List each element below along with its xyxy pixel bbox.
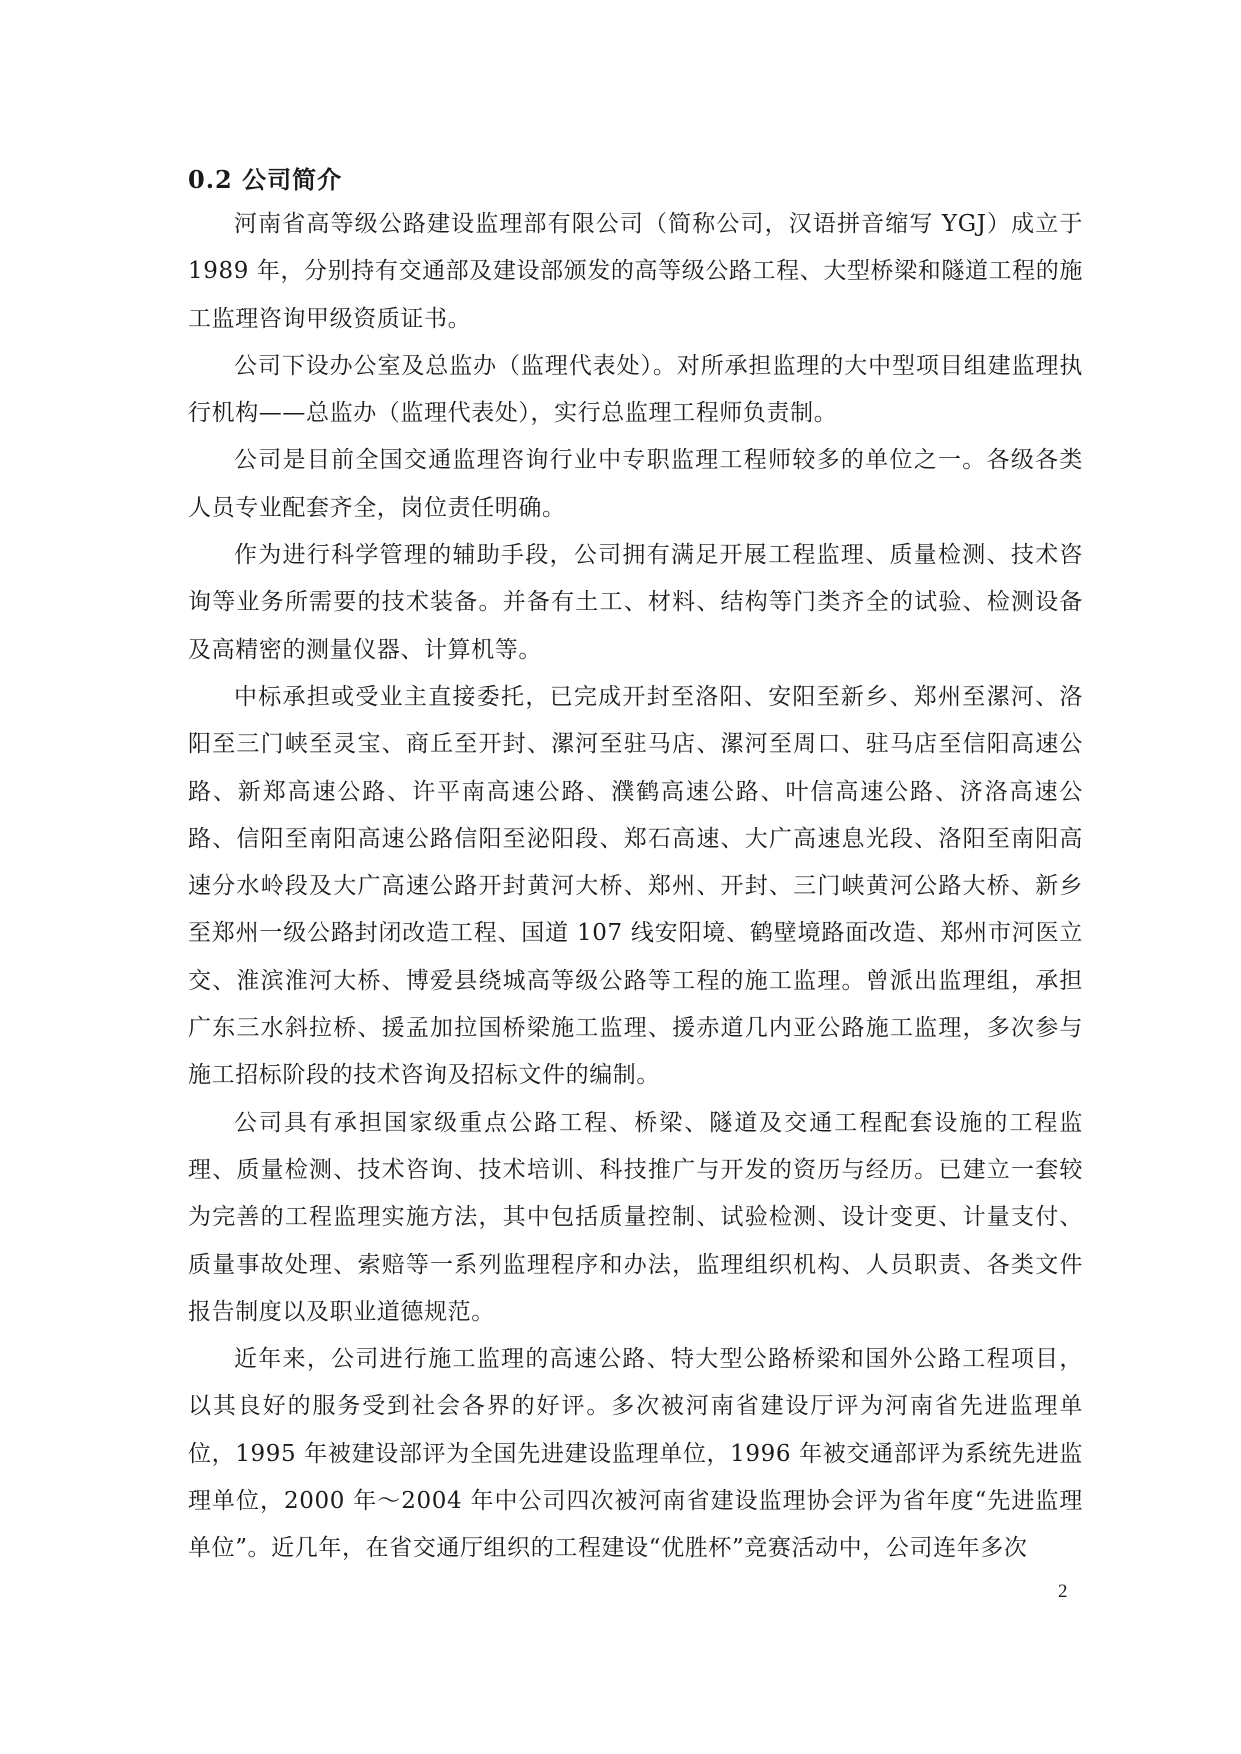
- paragraph-equipment: 作为进行科学管理的辅助手段，公司拥有满足开展工程监理、质量检测、技术咨询等业务所需要的技术装备。并备有土工、材料、结构等门类齐全的试验、检测设备及高精密的测量仪器、计算机等。: [188, 542, 1083, 663]
- paragraph-organization: 公司下设办公室及总监办（监理代表处）。对所承担监理的大中型项目组建监理执行机构——总监办（监理代表处），实行总监理工程师负责制。: [188, 352, 1083, 427]
- paragraph-awards: 近年来，公司进行施工监理的高速公路、特大型公路桥梁和国外公路工程项目，以其良好的服务受到社会各界的好评。多次被河南省建设厅评为河南省先进监理单位，1995 年被建设部评为全国先进建设监理单位，1996 年被交通部评为系统先进监理单位，2000 年～2004 年中公司四次被河南省建设监理协会评为省年度“先进监理单位”。近几年，在省交通厅组织的工程建设“优胜杯”竞赛活动中，公司连年多次: [188, 1346, 1083, 1562]
- body-text: [188, 201, 1083, 1573]
- page-number: 2: [1058, 1581, 1068, 1602]
- paragraph-completed-projects: 中标承担或受业主直接委托，已完成开封至洛阳、安阳至新乡、郑州至漯河、洛阳至三门峡至灵宝、商丘至开封、漯河至驻马店、漯河至周口、驻马店至信阳高速公路、新郑高速公路、许平南高速公路、濮鹤高速公路、叶信高速公路、济洛高速公路、信阳至南阳高速公路信阳至泌阳段、郑石高速、大广高速息光段、洛阳至南阳高速分水岭段及大广高速公路开封黄河大桥、郑州、开封、三门峡黄河公路大桥、新乡至郑州一级公路封闭改造工程、国道 107 线安阳境、鹤壁境路面改造、郑州市河医立交、淮滨淮河大桥、博爱县绕城高等级公路等工程的施工监理。曾派出监理组，承担广东三水斜拉桥、援孟加拉国桥梁施工监理、援赤道几内亚公路施工监理，多次参与施工招标阶段的技术咨询及招标文件的编制。: [188, 683, 1083, 1089]
- paragraph-capabilities: 公司具有承担国家级重点公路工程、桥梁、隧道及交通工程配套设施的工程监理、质量检测、技术咨询、技术培训、科技推广与开发的资历与经历。已建立一套较为完善的工程监理实施方法，其中包括质量控制、试验检测、设计变更、计量支付、质量事故处理、索赔等一系列监理程序和办法，监理组织机构、人员职责、各类文件报告制度以及职业道德规范。: [188, 1109, 1083, 1325]
- section-heading: 0.2 公司简介: [188, 165, 343, 194]
- paragraph-company-founding: 河南省高等级公路建设监理部有限公司（简称公司，汉语拼音缩写 YGJ）成立于 1989 年，分别持有交通部及建设部颁发的高等级公路工程、大型桥梁和隧道工程的施工监理咨询甲级资质证书。: [188, 211, 1083, 332]
- paragraph-staff: 公司是目前全国交通监理咨询行业中专职监理工程师较多的单位之一。各级各类人员专业配套齐全，岗位责任明确。: [188, 447, 1083, 521]
